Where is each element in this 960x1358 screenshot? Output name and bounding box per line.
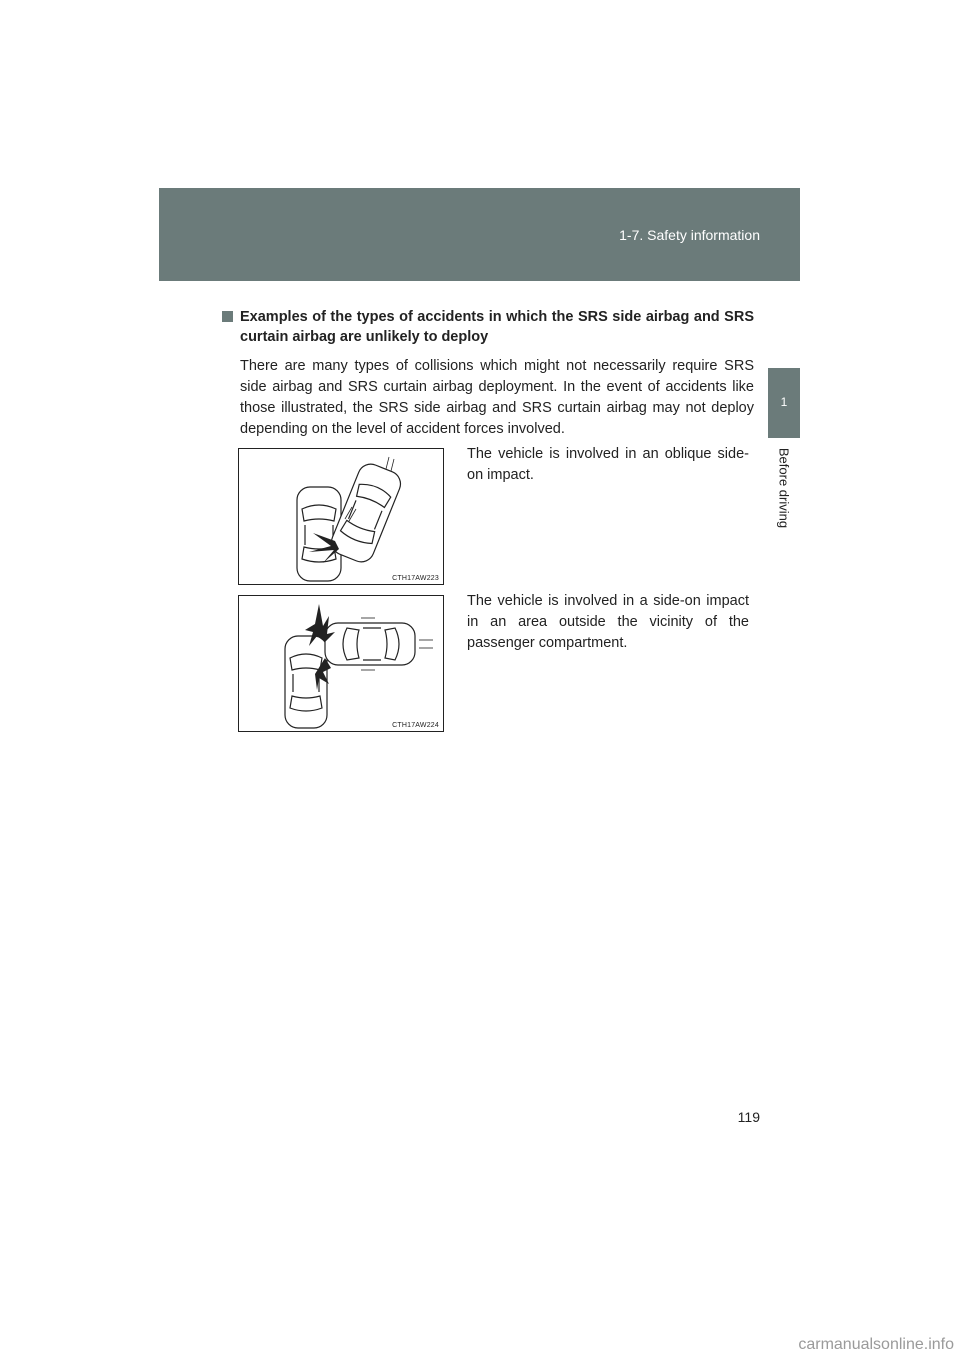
section-heading: [222, 307, 754, 347]
section-title: 1-7. Safety information: [619, 227, 760, 243]
figure-oblique-impact: [238, 448, 444, 585]
chapter-tab: [768, 368, 800, 438]
watermark: carmanualsonline.info: [798, 1336, 954, 1353]
page-number: 119: [737, 1109, 760, 1125]
figure-code: CTH17AW224: [392, 722, 439, 729]
figure-caption: The vehicle is involved in an oblique side-on impact.: [467, 446, 749, 483]
side-impact-illustration: [239, 596, 445, 733]
figure-caption: The vehicle is involved in a side-on impact in an area outside the vicinity of the passenger compartment.: [467, 593, 749, 651]
section-body: There are many types of collisions which might not necessarily require SRS side airbag and SRS curtain airbag deployment. In the event of accidents like those illustrated, the SRS side airbag and SRS curtain airbag may not deploy depending on the level of accident forces involved.: [240, 358, 754, 437]
figure-side-impact: [238, 595, 444, 732]
oblique-impact-illustration: [239, 449, 445, 586]
figure-code: CTH17AW223: [392, 575, 439, 582]
content-section: [222, 307, 754, 440]
square-bullet-icon: [222, 311, 233, 322]
chapter-label: Before driving: [776, 447, 792, 529]
header-band: [159, 188, 800, 281]
section-heading-text: Examples of the types of accidents in which the SRS side airbag and SRS curtain airbag are unlikely to deploy: [240, 309, 754, 345]
chapter-number: 1: [780, 395, 788, 409]
